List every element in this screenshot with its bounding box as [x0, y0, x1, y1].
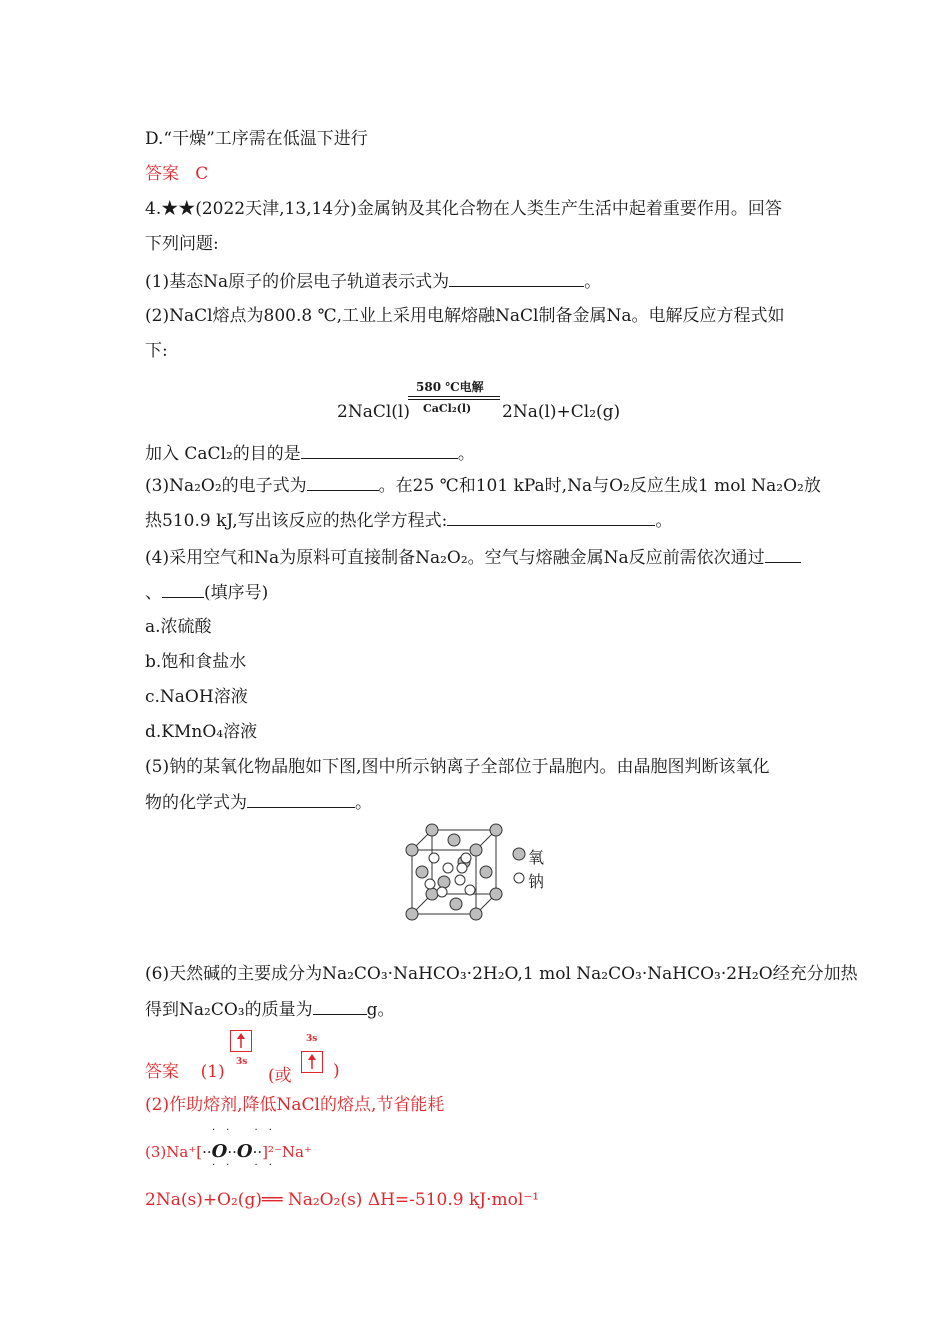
oxygen-ion — [406, 844, 418, 856]
part-5-text: 物的化学式为 — [145, 793, 247, 813]
part-6-text: 得到Na₂CO₃的质量为 — [145, 1000, 313, 1020]
legend-oxygen: 氧 — [528, 848, 545, 867]
part-2-purpose — [145, 442, 475, 465]
part-2-line-a: (2)NaCl熔点为800.8 ℃,工业上采用电解熔融NaCl制备金属Na。电解反应方程式如 — [145, 306, 785, 326]
part-6-line-b — [145, 998, 394, 1021]
sodium-ion — [457, 863, 467, 873]
answer-1-num: (1) — [200, 1062, 225, 1082]
blank-6 — [162, 581, 204, 598]
period: 。 — [655, 511, 673, 531]
blank-2 — [301, 442, 458, 459]
blank-5 — [765, 546, 801, 563]
blank-1 — [449, 270, 584, 287]
answer-3-suffix: ]²⁻Na⁺ — [262, 1143, 312, 1161]
answer-label: 答案 — [145, 1062, 179, 1082]
answer-3-electron-formula: (3)Na⁺[··O··O··]²⁻Na⁺ — [145, 1141, 312, 1162]
part-2-line-b: 下: — [145, 341, 168, 361]
answer-3-eq-right: Na₂O₂(s) ΔH=-510.9 kJ·mol⁻¹ — [287, 1190, 540, 1210]
period: 。 — [457, 444, 475, 464]
legend-sodium-marker — [514, 873, 524, 883]
oxygen-ion — [406, 908, 418, 920]
part-3-text-b: 。在25 ℃和101 kPa时,Na与O₂反应生成1 mol Na₂O₂放 — [378, 476, 821, 496]
option-a: a.浓硫酸 — [145, 617, 212, 637]
oxygen-ion — [448, 834, 460, 846]
option-c: c.NaOH溶液 — [145, 687, 248, 707]
eq-condition-bottom: CaCl₂(l) — [423, 402, 472, 415]
part-6-unit: g。 — [366, 1000, 395, 1020]
answer-1-or: (或 — [268, 1066, 292, 1086]
oxygen-ion — [426, 888, 438, 900]
part-1 — [145, 270, 601, 293]
oxygen-ion — [490, 888, 502, 900]
answer-1-close: ) — [333, 1061, 340, 1081]
sodium-ion — [425, 879, 435, 889]
part-5-line-a: (5)钠的某氧化物晶胞如下图,图中所示钠离子全部位于晶胞内。由晶胞图判断该氧化 — [145, 757, 770, 777]
oxygen-ion — [480, 866, 492, 878]
question-4-header: 4.★★(2022天津,13,14分)金属钠及其化合物在人类生产生活中起着重要作用。回答 — [145, 199, 782, 219]
answer-label: 答案 — [145, 164, 179, 184]
legend-oxygen-marker — [513, 848, 525, 860]
answer-3-equation — [145, 1189, 539, 1211]
oxygen-ion — [470, 844, 482, 856]
part-3-line-a — [145, 474, 821, 497]
answer-value: C — [195, 164, 209, 184]
sodium-ion — [429, 853, 439, 863]
part-2-purpose-text: 加入 CaCl₂的目的是 — [145, 444, 301, 464]
sodium-ion — [443, 863, 453, 873]
oxygen-ion — [438, 876, 450, 888]
oxygen-ion — [470, 908, 482, 920]
electron-dots-top: ·· ·· — [212, 1125, 283, 1136]
part-4-hint: (填序号) — [204, 583, 269, 603]
part-4-text: (4)采用空气和Na为原料可直接制备Na₂O₂。空气与熔融金属Na反应前需依次通过 — [145, 548, 765, 568]
orbital-box-1 — [230, 1030, 252, 1052]
sodium-ion — [455, 875, 465, 885]
blank-4 — [447, 509, 655, 526]
answer-2: (2)作助熔剂,降低NaCl的熔点,节省能耗 — [145, 1095, 445, 1115]
up-arrow-icon — [231, 1031, 251, 1051]
eq-condition-top: 580 ℃电解 — [416, 380, 484, 394]
electron-dots-bottom: ·· ·· — [212, 1160, 283, 1171]
option-d: D.“干燥”工序需在低温下进行 — [145, 129, 368, 149]
orbital-label-1: 3s — [236, 1057, 248, 1067]
part-1-text: (1)基态Na原子的价层电子轨道表示式为 — [145, 272, 450, 292]
oxygen-ion — [416, 866, 428, 878]
option-b: b.饱和食盐水 — [145, 652, 247, 672]
blank-3 — [307, 474, 379, 491]
previous-answer — [145, 163, 208, 185]
sodium-ion — [437, 887, 447, 897]
sodium-ion — [461, 853, 471, 863]
answer-3-eq-left: 2Na(s)+O₂(g) — [145, 1190, 262, 1210]
option-d-reagent: d.KMnO₄溶液 — [145, 722, 258, 742]
answer-3-prefix: (3)Na⁺[ — [145, 1143, 203, 1161]
orbital-label-2: 3s — [306, 1034, 318, 1044]
orbital-box-2 — [301, 1051, 323, 1073]
part-4-line-b — [145, 581, 268, 604]
eq-arrow — [408, 396, 500, 400]
eq-right: 2Na(l)+Cl₂(g) — [502, 402, 621, 422]
up-arrow-icon — [302, 1052, 322, 1072]
question-4-header-cont: 下列问题: — [145, 234, 219, 254]
oxygen-atom-2: O — [236, 1141, 253, 1162]
part-3-line-b — [145, 509, 672, 532]
legend-sodium: 钠 — [528, 872, 545, 891]
oxygen-atom-1: O — [211, 1141, 228, 1162]
oxygen-ion — [450, 898, 462, 910]
part-3-text-c: 热510.9 kJ,写出该反应的热化学方程式: — [145, 511, 448, 531]
part-3-text-a: (3)Na₂O₂的电子式为 — [145, 476, 307, 496]
answer-1 — [145, 1061, 225, 1083]
period: 。 — [355, 793, 372, 813]
blank-8 — [313, 998, 367, 1015]
blank-7 — [247, 791, 355, 808]
part-6-line-a: (6)天然碱的主要成分为Na₂CO₃·NaHCO₃·2H₂O,1 mol Na₂CO₃·NaHCO₃·2H₂O经充分加热 — [145, 964, 858, 984]
oxygen-ion — [426, 824, 438, 836]
part-4-sep: 、 — [145, 583, 162, 603]
sodium-ion — [465, 885, 475, 895]
period: 。 — [584, 272, 602, 292]
part-4-line-a — [145, 546, 801, 569]
answer-3-eq-arrow: ══ — [261, 1190, 283, 1210]
eq-left: 2NaCl(l) — [337, 402, 410, 422]
part-5-line-b — [145, 791, 372, 814]
oxygen-ion — [490, 824, 502, 836]
